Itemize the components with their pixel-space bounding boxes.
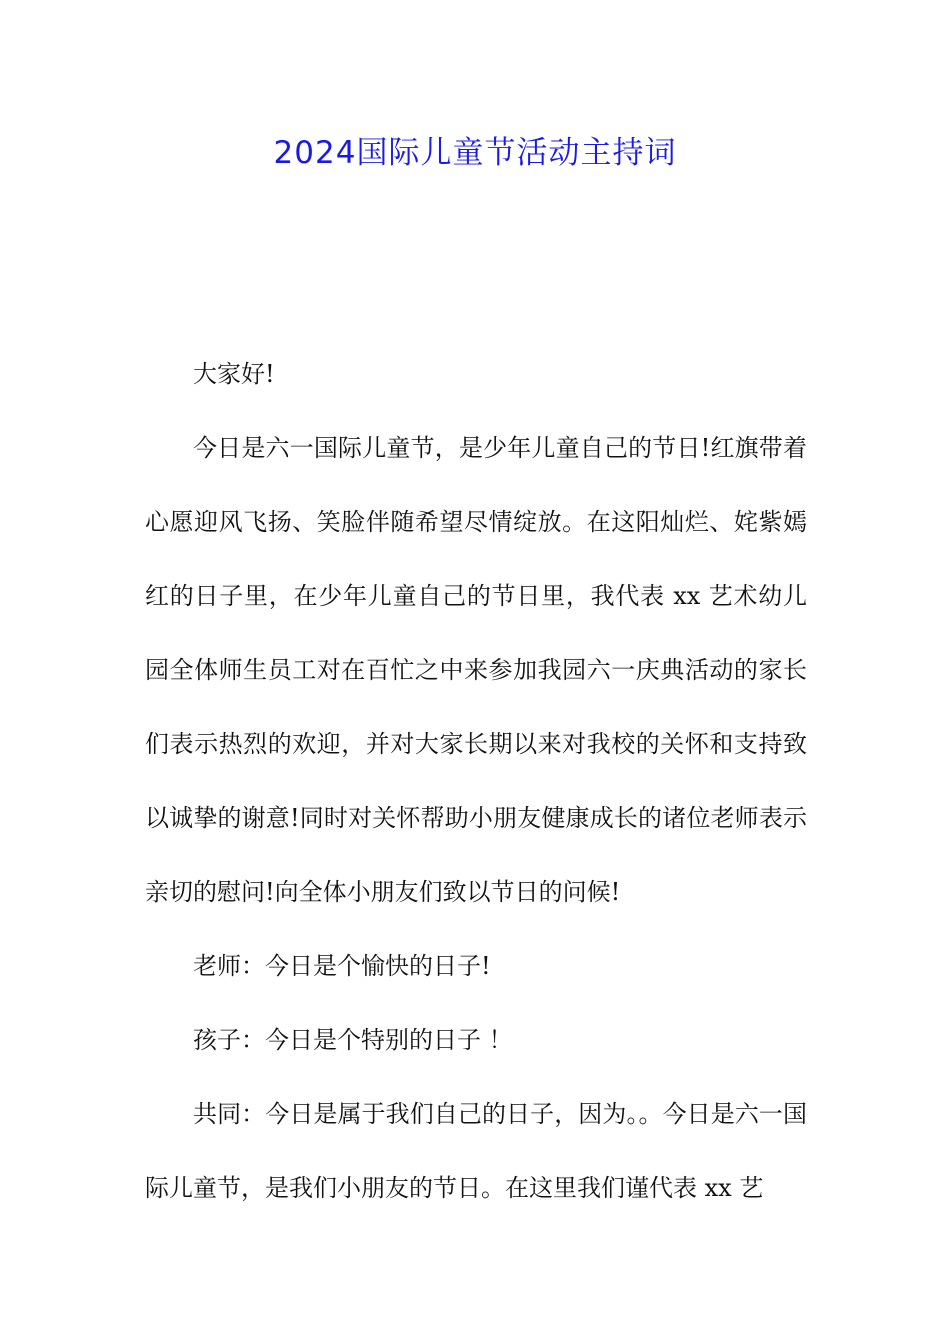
paragraph-opening-speech: 今日是六一国际儿童节，是少年儿童自己的节日!红旗带着心愿迎风飞扬、笑脸伴随希望尽情绽放。在这阳灿烂、姹紫嫣红的日子里，在少年儿童自己的节日里，我代表 xx 艺术幼儿园全体师生员工对在百忙之中来参加我园六一庆典活动的家长们表示热烈的欢迎，并对大家长期以来对我校的关怀和支持致以诚挚的谢意!同时对关怀帮助小朋友健康成长的诸位老师表示亲切的慰问!向全体小朋友们致以节日的问候! (145, 434, 807, 906)
paragraph-greeting: 大家好! (193, 360, 275, 388)
document-title: 2024国际儿童节活动主持词 (273, 135, 677, 171)
paragraph-together-line: 共同：今日是属于我们自己的日子，因为。。今日是六一国际儿童节，是我们小朋友的节日。在这里我们谨代表 xx 艺 (145, 1100, 807, 1202)
paragraph-child-line: 孩子：今日是个特别的日子 ！ (193, 1026, 513, 1054)
paragraph-teacher-line: 老师：今日是个愉快的日子! (193, 952, 491, 980)
document-body (145, 337, 807, 1225)
